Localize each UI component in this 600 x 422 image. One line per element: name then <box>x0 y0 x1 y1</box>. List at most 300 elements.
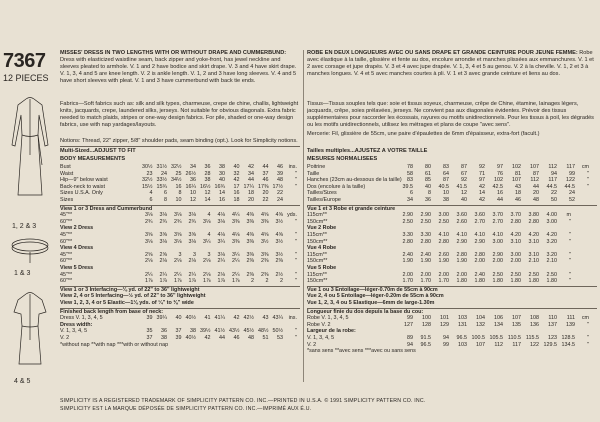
table-cell: 100 <box>422 315 431 322</box>
table-cell: 16 <box>497 190 503 197</box>
table-cell: 2.50 <box>546 271 557 278</box>
table-cell: 42.5 <box>492 183 503 190</box>
table-cell: 3⅜ <box>246 238 254 245</box>
table-cell: 3⅜ <box>246 251 254 258</box>
table-cell: 94 <box>551 170 557 177</box>
table-cell: 24 <box>569 190 575 197</box>
table-cell: 53 <box>277 335 283 341</box>
table-cell: 1.80 <box>546 278 557 285</box>
row-label: 150cm** <box>307 218 328 225</box>
table-cell: 1.70 <box>402 278 413 285</box>
row-unit: " <box>295 328 297 335</box>
table-row <box>307 272 571 278</box>
table-cell: 51 <box>262 335 269 341</box>
english-notions: Notions: Thread, 22" zipper, 5/8" shoulder pads, seam binding (opt.). Look for Simplicity notions. <box>60 138 298 144</box>
table-cell: 2¼ <box>145 271 153 278</box>
table-cell: 4.20 <box>510 232 521 238</box>
table-cell: 103 <box>458 315 467 322</box>
table-cell: 1.70 <box>438 278 449 285</box>
table-cell: 2.70 <box>492 218 503 225</box>
table-cell: 2.90 <box>456 238 467 245</box>
table-row <box>307 278 571 284</box>
table-cell: 2.50 <box>438 218 449 225</box>
table-cell: 39½ <box>200 328 211 335</box>
table-cell: 3.10 <box>528 238 539 245</box>
table-cell: 22 <box>262 197 269 203</box>
table-cell: 3.30 <box>420 232 431 238</box>
row-unit: " <box>295 238 297 245</box>
table-cell: 20 <box>533 190 539 197</box>
table-cell: 117 <box>512 341 521 348</box>
table-cell: 39¼ <box>156 315 167 322</box>
table-cell: 137 <box>548 321 557 328</box>
table-cell: 2 <box>251 278 254 285</box>
table-cell: 46 <box>277 164 283 170</box>
table-cell: 18 <box>515 190 521 197</box>
table-cell: 2.00 <box>402 271 413 278</box>
table-cell: 1.90 <box>438 258 449 265</box>
table-row <box>307 197 589 203</box>
table-cell: 4⅜ <box>246 232 254 238</box>
table-cell: 20 <box>248 197 254 203</box>
table-cell: 2¼ <box>159 271 167 278</box>
table-cell: 2.50 <box>402 218 413 225</box>
table-cell: 4¼ <box>232 212 240 219</box>
row-unit: " <box>295 335 297 341</box>
table-cell: 38 <box>219 164 225 170</box>
table-row <box>60 252 297 258</box>
row-label: 115cm** <box>307 212 327 219</box>
row-label: V. 1, 3, 4, 5 <box>60 328 88 335</box>
table-cell: 2⅛ <box>203 271 211 278</box>
row-label: Robe V. 2 <box>307 321 331 328</box>
table-cell: 3⅜ <box>261 218 269 225</box>
table-cell: 3½ <box>275 238 283 245</box>
table-cell: 1⅞ <box>217 278 225 285</box>
table-cell: 92 <box>479 164 485 170</box>
table-cell: 36 <box>161 328 167 335</box>
table-cell: 3.10 <box>528 251 539 258</box>
table-cell: 40 <box>219 177 225 184</box>
footer-line-2: SIMPLICITY EST LA MARQUE DÉPOSÉE DE SIMPLICITY PATTERN CO. INC.—IMPRIMÉ AUX É.U. <box>60 406 312 412</box>
row-label: View 2 Dress <box>60 225 94 232</box>
table-cell: 3.00 <box>546 218 557 225</box>
row-unit: " <box>569 271 571 278</box>
row-unit: " <box>587 321 589 328</box>
table-cell: 3.70 <box>492 212 503 219</box>
interfacing-line: Vue 1 ou 3 Entoilage—léger-0.70m de 55cm à 90cm <box>307 286 438 293</box>
table-cell: 25 <box>175 170 182 177</box>
french-desc: Robe avec élastique à la taille, glissière et fente au dos, encolure arrondie et manches plissées aux emmanchures. V. 1 et 2 avec corsage et jupe drapés. V. 3 et 4 avec jupe drapée. V. 1, 3, 4 et 5 au genou. V. 2 à la cheville. V. 1, 2 et 3 à manches longues. V. 4 et 5 avec manches courtes à pli. V. 1 et 3 avec grande ceinture et liens au dos. <box>307 50 594 78</box>
row-unit: yds. <box>287 212 297 219</box>
row-label: 115cm** <box>307 271 327 278</box>
table-cell: 12 <box>204 190 211 197</box>
table-cell: 4⅛ <box>217 232 225 238</box>
table-cell: 107 <box>530 164 539 170</box>
table-cell: 31½ <box>156 164 167 170</box>
french-body-header: MESURES NORMALISEES <box>307 156 378 162</box>
row-unit: " <box>295 170 297 177</box>
table-cell: 2½ <box>275 271 283 278</box>
nap-note: *sans sens **avec sens ***avec ou sans sens <box>307 348 416 355</box>
table-cell: 3⅛ <box>188 238 196 245</box>
table-cell: 46 <box>515 197 521 203</box>
table-cell: 6 <box>410 190 413 197</box>
table-cell: 38 <box>161 335 167 341</box>
table-cell: 110 <box>548 315 557 322</box>
view-label-a: 1, 2 & 3 <box>12 223 37 230</box>
table-cell: 44 <box>533 183 539 190</box>
table-cell: 107 <box>476 341 485 348</box>
table-cell: 30½ <box>142 164 153 170</box>
row-label: 45"** <box>60 271 73 278</box>
table-cell: 44 <box>219 335 225 341</box>
row-label: Vue 2 Robe <box>307 225 337 232</box>
view-label-c: 4 & 5 <box>14 378 31 385</box>
row-unit: " <box>569 238 571 245</box>
table-cell: 101 <box>440 315 449 322</box>
table-cell: 43¼ <box>272 315 283 322</box>
table-cell: 46 <box>262 177 269 184</box>
table-cell: 48 <box>277 177 283 184</box>
table-cell: 71 <box>479 170 485 177</box>
table-row <box>307 206 409 212</box>
table-cell: 2¼ <box>217 258 225 265</box>
interfacing-line: Vue 1, 2, 3, 4 ou 5 Elastique—6mm de large-1.30m <box>307 300 435 306</box>
table-cell: 2⅛ <box>159 258 167 265</box>
english-fabrics: Fabrics—Soft fabrics such as: silk and silk types, charmeuse, crepe de chine, challis, lightweight knits, jacquards, crepe, laundered silks, jerseys. Not suitable for obvious diagonals. Extra fabric needed to match plaids, stripes or one-way design fabrics. For pile, shaded or one-way design fabrics, use with nap yardages/layouts. <box>60 101 299 129</box>
table-cell: 2⅛ <box>188 258 196 265</box>
table-cell: 1.90 <box>402 258 413 265</box>
table-cell: 128.5 <box>561 335 575 341</box>
table-row <box>307 164 589 170</box>
row-unit: ins. <box>288 164 297 170</box>
table-cell: 41¼ <box>214 315 225 322</box>
table-cell: 2.90 <box>474 238 485 245</box>
row-label: V. 1, 3, 4, 5 <box>307 335 335 341</box>
table-cell: 2.50 <box>510 271 521 278</box>
table-cell: 87 <box>461 164 467 170</box>
table-cell: 112 <box>530 177 539 184</box>
table-cell: 4.20 <box>546 232 557 238</box>
table-cell: 2⅛ <box>174 258 182 265</box>
table-cell: 64 <box>443 170 449 177</box>
table-row <box>60 335 297 341</box>
table-cell: 3¼ <box>203 238 211 245</box>
table-cell: 2¾ <box>188 218 196 225</box>
table-cell: 3.30 <box>402 232 413 238</box>
row-label: 45"** <box>60 251 73 258</box>
row-label: V. 2 <box>60 335 70 341</box>
table-cell: 2.50 <box>420 218 431 225</box>
table-cell: 100.5 <box>471 335 485 341</box>
table-cell: 20 <box>262 190 269 197</box>
row-label: Poitrine <box>307 164 326 170</box>
table-cell: 16 <box>175 183 182 190</box>
table-cell: 37 <box>146 335 153 341</box>
table-cell: 96.5 <box>456 335 467 341</box>
table-cell: 18 <box>248 190 254 197</box>
table-cell: 61 <box>425 170 431 177</box>
table-cell: 4⅛ <box>232 232 240 238</box>
table-cell: 3.20 <box>546 251 557 258</box>
table-cell: 4 <box>149 190 153 197</box>
table-cell: 17¼ <box>243 183 254 190</box>
table-cell: 45½ <box>243 328 254 335</box>
table-cell: 40.5 <box>438 183 449 190</box>
table-cell: 2.00 <box>456 271 467 278</box>
table-row <box>307 225 409 231</box>
table-cell: 4.20 <box>528 232 539 238</box>
table-cell: 76 <box>497 170 503 177</box>
table-cell: 106 <box>494 315 503 322</box>
table-cell: 2¾ <box>174 218 182 225</box>
table-cell: 3.00 <box>510 251 521 258</box>
table-cell: 2.10 <box>528 258 539 265</box>
table-cell: 37 <box>175 328 182 335</box>
table-row <box>307 232 571 238</box>
row-label: Vue 4 Robe <box>307 245 337 252</box>
row-unit: " <box>295 177 297 184</box>
table-cell: 17 <box>233 183 240 190</box>
table-cell: 2.10 <box>546 258 557 265</box>
row-unit: " <box>587 335 589 341</box>
table-cell: 15½ <box>142 183 153 190</box>
table-cell: 2¼ <box>232 271 240 278</box>
row-unit: " <box>569 232 571 238</box>
table-cell: 22 <box>551 190 557 197</box>
english-description <box>60 50 300 100</box>
table-cell: 42 <box>479 183 485 190</box>
row-unit: " <box>587 177 589 184</box>
table-cell: 34 <box>248 170 254 177</box>
table-cell: 50½ <box>272 328 283 335</box>
table-cell: 2¼ <box>188 271 196 278</box>
row-label: Robe V. 1, 3, 4, 5 <box>307 315 349 322</box>
table-cell: 38 <box>204 177 211 184</box>
table-cell: 14 <box>204 197 211 203</box>
table-cell: 87 <box>533 170 539 177</box>
table-cell: 2⅜ <box>261 271 269 278</box>
table-cell: 83 <box>443 164 449 170</box>
table-cell: 48 <box>248 335 254 341</box>
table-cell: 32½ <box>171 164 182 170</box>
table-cell: 3.20 <box>546 238 557 245</box>
table-row <box>60 278 297 284</box>
table-row <box>307 190 589 196</box>
table-cell: 17⅜ <box>258 183 269 190</box>
interfacing-line: Vue 2, 4 ou 5 Entoilage—léger-0.20m de 55cm à 90cm <box>307 293 444 300</box>
table-row <box>60 206 152 212</box>
table-cell: 81 <box>515 170 521 177</box>
table-cell: 3½ <box>275 251 283 258</box>
table-cell: 40 <box>233 164 240 170</box>
row-label: 150cm** <box>307 278 328 285</box>
table-row <box>307 212 571 218</box>
table-cell: 3⅜ <box>232 218 240 225</box>
table-cell: 3 <box>207 251 211 258</box>
table-cell: 3⅛ <box>217 251 225 258</box>
table-cell: 2.00 <box>438 271 449 278</box>
interfacing-line: View 1, 2, 3, 4 or 5 Elastic—1⅛ yds. of ¼" to ⅜" wide <box>60 300 194 306</box>
table-cell: 134.5 <box>561 341 575 348</box>
table-cell: 3⅛ <box>188 212 196 219</box>
row-label: Sizes <box>60 197 74 203</box>
table-cell: 3⅛ <box>174 238 182 245</box>
table-cell: 12 <box>461 190 467 197</box>
table-row <box>307 184 589 190</box>
table-cell: 110.5 <box>507 335 521 341</box>
french-multisize: Tailles multiples...AJUSTEZ À VOTRE TAILLE <box>307 148 428 154</box>
table-cell: 131 <box>458 321 467 328</box>
table-cell: 26½ <box>185 170 196 177</box>
row-label: 150cm** <box>307 258 328 265</box>
table-cell: 44 <box>497 197 503 203</box>
table-cell: 38 <box>443 197 449 203</box>
table-cell: 92 <box>461 177 467 184</box>
table-cell: 32 <box>233 170 240 177</box>
table-cell: 42 <box>248 164 254 170</box>
table-cell: 2⅛ <box>203 258 211 265</box>
table-cell: 122 <box>566 177 575 184</box>
interfacing-line: View 2, 4 or 5 Interfacing—½ yd. of 22" to 36" lightweight <box>60 293 206 300</box>
table-cell: 3⅝ <box>188 232 196 238</box>
table-cell: 102 <box>512 164 521 170</box>
table-cell: 108 <box>530 315 539 322</box>
table-cell: 34 <box>190 164 196 170</box>
table-cell: 99 <box>407 315 413 322</box>
pattern-number: 7367 <box>3 50 46 72</box>
table-cell: 44.5 <box>564 183 575 190</box>
table-cell: 123 <box>548 335 557 341</box>
row-unit: " <box>295 251 297 258</box>
table-cell: 134 <box>494 321 503 328</box>
row-label: Tailles/Europe <box>307 197 341 203</box>
row-unit: cm <box>581 164 589 170</box>
row-label: Hip—9" below waist <box>60 177 108 184</box>
table-cell: 117 <box>548 177 557 184</box>
table-cell: 2.80 <box>420 238 431 245</box>
table-cell: 3⅛ <box>159 238 167 245</box>
row-unit: " <box>295 271 297 278</box>
row-label: 45"** <box>60 232 73 238</box>
table-cell: 24 <box>161 170 167 177</box>
table-cell: 87 <box>443 177 449 184</box>
table-cell: 1⅞ <box>188 278 196 285</box>
table-cell: 43 <box>262 315 269 322</box>
table-cell: 48 <box>533 197 539 203</box>
table-cell: 10 <box>190 190 196 197</box>
table-cell: 67 <box>461 170 467 177</box>
table-cell: 8 <box>428 190 431 197</box>
table-cell: 14 <box>219 190 225 197</box>
table-row <box>307 171 589 177</box>
table-cell: 1.80 <box>510 278 521 285</box>
nap-note: *without nap **with nap ***with or without nap <box>60 341 169 348</box>
table-cell: 129 <box>440 321 449 328</box>
row-label: 150cm** <box>307 238 328 245</box>
table-cell: 2¼ <box>232 258 240 265</box>
table-cell: 15¾ <box>156 183 167 190</box>
row-unit: " <box>295 258 297 265</box>
table-row <box>60 190 297 196</box>
table-cell: 3⅛ <box>217 218 225 225</box>
table-row <box>60 177 297 183</box>
table-cell: 40½ <box>185 335 196 341</box>
row-label: Hanches (23cm au-dessous de la taille) <box>307 177 402 184</box>
table-cell: 30 <box>219 170 225 177</box>
table-cell: 97 <box>479 177 485 184</box>
table-cell: 33½ <box>156 177 167 184</box>
row-unit: " <box>587 170 589 177</box>
table-cell: 37 <box>262 170 269 177</box>
pieces-count: 12 PIECES <box>3 73 49 83</box>
table-cell: 3⅜ <box>261 251 269 258</box>
finished-length-header: Finished back length from base of neck: <box>60 308 164 315</box>
row-unit: ins. <box>288 315 297 322</box>
french-mercerie: Mercerie: Fil, glissière de 55cm, une paire d'épaulettes de 6mm d'épaisseur, extra-fort (facult.) <box>307 131 540 137</box>
table-cell: 85 <box>425 177 431 184</box>
table-cell: 80 <box>425 164 431 170</box>
row-unit: " <box>569 258 571 265</box>
table-cell: 1.70 <box>420 278 431 285</box>
table-cell: 2.60 <box>456 218 467 225</box>
table-cell: 1.80 <box>492 278 503 285</box>
table-cell: 17½ <box>272 183 283 190</box>
table-cell: 2.70 <box>474 218 485 225</box>
table-cell: 4⅝ <box>275 212 283 219</box>
table-cell: 16¼ <box>185 183 196 190</box>
table-cell: 41 <box>204 315 211 322</box>
table-cell: 2.80 <box>474 251 485 258</box>
french-title: ROBE EN DEUX LONGUEURS AVEC OU SANS DRAPE ET GRANDE CEINTURE POUR JEUNE FEMME: <box>307 50 578 56</box>
table-cell: 2⅛ <box>145 258 153 265</box>
table-cell: 4.10 <box>456 232 467 238</box>
table-cell: 91.5 <box>420 335 431 341</box>
table-cell: 3.70 <box>510 212 521 219</box>
table-cell: 94 <box>407 341 413 348</box>
table-cell: 107 <box>512 177 521 184</box>
table-cell: 2¾ <box>159 218 167 225</box>
french-description <box>307 50 597 100</box>
table-cell: 4⅝ <box>261 212 269 219</box>
interfacing-line: View 1 or 3 Interfacing—⅛ yd. of 22" to 36" lightweight <box>60 286 200 293</box>
table-cell: 3 <box>178 251 182 258</box>
table-cell: 115.5 <box>525 335 539 341</box>
divider <box>60 146 300 147</box>
table-cell: 3⅝ <box>159 232 167 238</box>
table-cell: 3½ <box>275 218 283 225</box>
table-cell: 22 <box>277 190 283 197</box>
table-cell: 34½ <box>171 177 182 184</box>
table-row <box>307 265 409 271</box>
table-cell: 36 <box>425 197 431 203</box>
table-cell: 1⅞ <box>159 278 167 285</box>
table-cell: 2.80 <box>402 238 413 245</box>
table-row <box>307 335 589 341</box>
row-label: Vue 1 et 3 Robe et grande ceinture <box>307 205 396 212</box>
table-cell: 42½ <box>243 315 254 322</box>
row-unit: " <box>587 183 589 190</box>
row-label: View 5 Dress <box>60 265 94 271</box>
table-cell: 36 <box>204 164 211 170</box>
table-cell: 2.40 <box>474 271 485 278</box>
table-row <box>307 219 571 225</box>
cummerbund-sketch <box>8 235 52 265</box>
table-cell: 2.40 <box>402 251 413 258</box>
table-cell: 139 <box>566 321 575 328</box>
row-label: Tailles/Sizes <box>307 190 337 197</box>
